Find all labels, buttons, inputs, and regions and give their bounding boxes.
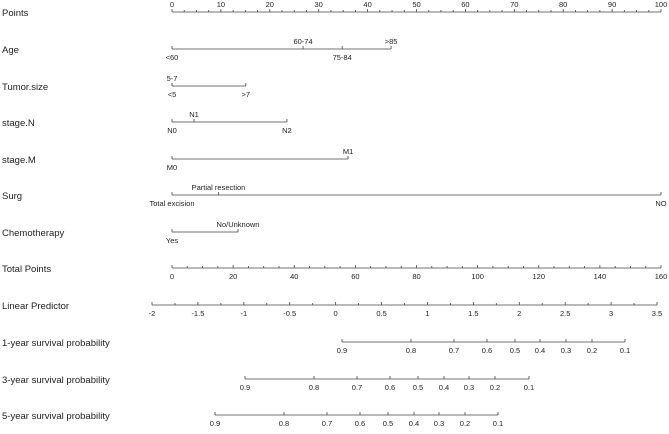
- total-points-tick-label: 60: [351, 272, 360, 281]
- row-label-points: Points: [2, 8, 29, 19]
- survival-tick-label: 0.4: [438, 383, 450, 392]
- survival-tick-label: 0.4: [534, 346, 546, 355]
- survival-tick-label: 0.2: [489, 383, 501, 392]
- survival-tick-label: 0.5: [382, 419, 394, 428]
- row-label-survival-2: 3-year survival probability: [2, 375, 110, 386]
- level-label: N0: [167, 126, 177, 135]
- total-points-tick-label: 40: [290, 272, 299, 281]
- survival-tick-label: 0.6: [481, 346, 493, 355]
- linear-predictor-tick-label: 2.5: [559, 309, 571, 318]
- level-label: 75-84: [332, 53, 352, 62]
- survival-tick-label: 0.6: [354, 419, 366, 428]
- total-points-tick-label: 80: [412, 272, 421, 281]
- total-points-tick-label: 0: [169, 272, 175, 281]
- row-label-stage-n: stage.N: [2, 118, 35, 129]
- row-label-stage-m: stage.M: [2, 155, 36, 166]
- linear-predictor-tick-label: 1.5: [468, 309, 479, 318]
- survival-tick-label: 0.3: [560, 346, 572, 355]
- survival-tick-label: 0.1: [619, 346, 631, 355]
- linear-predictor-tick-label: 0.5: [376, 309, 387, 318]
- survival-tick-label: 0.1: [523, 383, 535, 392]
- level-label: Partial resection: [191, 183, 246, 192]
- level-label: Total excision: [149, 199, 195, 208]
- level-label: >7: [241, 90, 251, 99]
- level-label: M1: [342, 147, 354, 156]
- linear-predictor-tick-label: 2: [517, 309, 522, 318]
- points-tick-label: 60: [461, 0, 470, 9]
- total-points-tick-label: 160: [654, 272, 668, 281]
- survival-tick-label: 0.9: [239, 383, 251, 392]
- points-tick-label: 10: [216, 0, 226, 9]
- linear-predictor-tick-label: -0.5: [283, 309, 297, 318]
- total-points-tick-label: 140: [593, 272, 607, 281]
- linear-predictor-tick-label: -1.5: [191, 309, 205, 318]
- level-label: Yes: [165, 236, 179, 245]
- row-label-total-points: Total Points: [2, 264, 52, 275]
- survival-tick-label: 0.7: [448, 346, 460, 355]
- points-tick-label: 20: [265, 0, 274, 9]
- survival-tick-label: 0.7: [321, 419, 333, 428]
- row-label-surg: Surg: [2, 191, 23, 202]
- survival-tick-label: 0.2: [459, 419, 471, 428]
- survival-tick-label: 0.3: [433, 419, 445, 428]
- points-tick-label: 40: [363, 0, 372, 9]
- points-tick-label: 0: [169, 0, 175, 9]
- survival-tick-label: 0.9: [336, 346, 348, 355]
- row-label-survival-3: 5-year survival probability: [2, 411, 110, 422]
- points-tick-label: 30: [314, 0, 323, 9]
- total-points-tick-label: 120: [532, 272, 546, 281]
- survival-tick-label: 0.1: [492, 419, 504, 428]
- points-tick-label: 70: [510, 0, 519, 9]
- row-label-age: Age: [2, 45, 19, 56]
- level-label: M0: [166, 163, 178, 172]
- points-tick-label: 80: [559, 0, 568, 9]
- linear-predictor-tick-label: 0: [333, 309, 338, 318]
- level-label: <60: [165, 53, 179, 62]
- survival-tick-label: 0.4: [408, 419, 420, 428]
- level-label: <5: [167, 90, 177, 99]
- level-label: No/Unknown: [216, 220, 260, 229]
- row-label-survival-1: 1-year survival probability: [2, 338, 110, 349]
- survival-tick-label: 0.2: [586, 346, 598, 355]
- row-label-linear-predictor: Linear Predictor: [2, 301, 70, 312]
- points-tick-label: 90: [607, 0, 617, 9]
- survival-tick-label: 0.8: [308, 383, 320, 392]
- linear-predictor-tick-label: 1: [425, 309, 430, 318]
- level-label: N2: [282, 126, 292, 135]
- survival-tick-label: 0.8: [278, 419, 290, 428]
- survival-tick-label: 0.7: [351, 383, 363, 392]
- points-tick-label: 50: [412, 0, 421, 9]
- level-label: NO: [655, 199, 667, 208]
- survival-tick-label: 0.8: [405, 346, 417, 355]
- total-points-tick-label: 100: [471, 272, 484, 281]
- total-points-tick-label: 20: [228, 272, 238, 281]
- survival-tick-label: 0.5: [509, 346, 521, 355]
- row-label-chemotherapy: Chemotherapy: [2, 228, 65, 239]
- survival-tick-label: 0.9: [209, 419, 221, 428]
- linear-predictor-tick-label: -1: [240, 309, 248, 318]
- level-label: 5-7: [166, 74, 178, 83]
- survival-tick-label: 0.3: [463, 383, 475, 392]
- survival-tick-label: 0.5: [412, 383, 424, 392]
- level-label: 60-74: [293, 37, 313, 46]
- linear-predictor-tick-label: 3.5: [651, 309, 663, 318]
- row-label-tumor-size: Tumor.size: [2, 82, 49, 93]
- survival-tick-label: 0.6: [384, 383, 396, 392]
- points-tick-label: 100: [654, 0, 668, 9]
- linear-predictor-tick-label: 3: [609, 309, 614, 318]
- linear-predictor-tick-label: -2: [148, 309, 156, 318]
- level-label: N1: [189, 110, 199, 119]
- level-label: >85: [384, 37, 398, 46]
